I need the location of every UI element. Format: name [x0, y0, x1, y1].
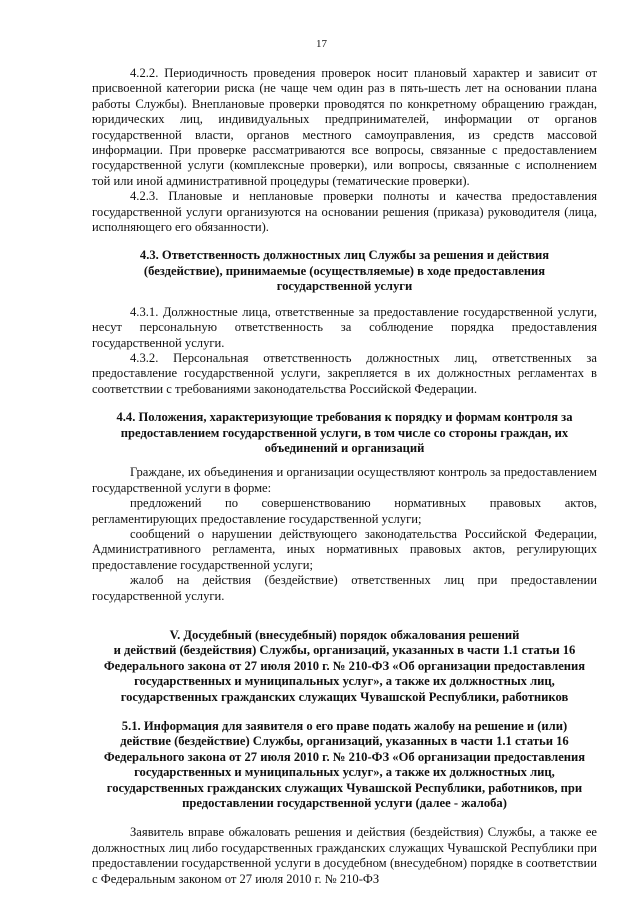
paragraph-4-3-2: 4.3.2. Персональная ответственность должностных лиц, ответственных за предоставление государственной услуги, закрепляется в их должностных регламентах в соответствии с требованиями законодательства Российской Федерации.: [92, 350, 597, 396]
heading-line: государственных гражданских служащих Чувашской Республики, работников, при: [106, 780, 583, 795]
heading-line: объединений и организаций: [264, 440, 425, 455]
heading-line: предоставлением государственной услуги, в том числе со стороны граждан, их: [120, 425, 569, 440]
heading-line: (бездействие), принимаемые (осуществляемые) в ходе предоставления: [143, 263, 546, 278]
paragraph-4-4-intro: Граждане, их объединения и организации осуществляют контроль за предоставлением государственной услуги в форме:: [92, 465, 597, 495]
paragraph-5-1: Заявитель вправе обжаловать решения и действия (бездействия) Службы, а также ее должностных лиц либо государственных гражданских служащих Чувашской Республики при предоставлении государственной услуги в досудебном (внесудебном) порядке в соответствии с Федеральным законом от 27 июля 2010 г. № 210-ФЗ: [92, 825, 597, 886]
heading-line: 5.1. Информация для заявителя о его праве подать жалобу на решение и (или): [121, 719, 568, 734]
paragraph-4-4-item-reports: сообщений о нарушении действующего законодательства Российской Федерации, Административного регламента, иных нормативных правовых актов, регулирующих предоставление государственной услуги;: [92, 526, 597, 572]
heading-line: Федерального закона от 27 июля 2010 г. № 210-ФЗ «Об организации предоставления: [103, 658, 586, 673]
page-number: 17: [316, 38, 327, 50]
heading-line: действие (бездействие) Службы, организаций, указанных в части 1.1 статьи 16: [120, 734, 569, 749]
paragraph-4-2-3: 4.2.3. Плановые и неплановые проверки полноты и качества предоставления государственной услуги организуются на основании решения (приказа) руководителя (лица, исполняющего его обязанности).: [92, 189, 597, 235]
paragraph-4-4-item-proposals: предложений по совершенствованию нормативных правовых актов, регламентирующих предоставление государственной услуги;: [92, 496, 597, 526]
heading-line: V. Досудебный (внесудебный) порядок обжалования решений: [169, 628, 520, 642]
section-heading-4-4: [92, 410, 597, 456]
heading-line: и действий (бездействия) Службы, организаций, указанных в части 1.1 статьи 16: [113, 643, 576, 658]
chapter-heading-v: [92, 628, 597, 705]
paragraph-4-3-1: 4.3.1. Должностные лица, ответственные за предоставление государственной услуги, несут персональную ответственность за соблюдение порядка предоставления государственной услуги.: [92, 304, 597, 350]
heading-line: 4.4. Положения, характеризующие требования к порядку и формам контроля за: [116, 410, 573, 425]
heading-line: 4.3. Ответственность должностных лиц Службы за решения и действия: [139, 248, 550, 263]
heading-line: государственных гражданских служащих Чувашской Республики, работников: [120, 689, 569, 704]
section-heading-5-1: [92, 719, 597, 811]
heading-line: Федерального закона от 27 июля 2010 г. № 210-ФЗ «Об организации предоставления: [103, 749, 586, 764]
heading-line: предоставлении государственной услуги (далее - жалоба): [182, 796, 507, 811]
heading-line: государственной услуги: [276, 279, 413, 294]
section-heading-4-3: [92, 248, 597, 294]
heading-line: государственных и муниципальных услуг», а также их должностных лиц,: [134, 765, 555, 780]
paragraph-4-2-2: 4.2.2. Периодичность проведения проверок носит плановый характер и зависит от присвоенной категории риска (не чаще чем один раз в пять-шесть лет на основании плана работы Службы). Внеплановые проверки проводятся по конкретному обращению граждан, юридических лиц, индивидуальных предпринимателей, информации от органов государственной власти, органов местного самоуправления, из средств массовой информации. При проверке рассматриваются все вопросы, связанные с предоставлением государственной услуги (комплексные проверки), или вопросы, связанные с исполнением той или иной административной процедуры (тематические проверки).: [92, 66, 597, 188]
heading-line: государственных и муниципальных услуг», а также их должностных лиц,: [134, 674, 555, 689]
paragraph-4-4-item-complaints: жалоб на действия (бездействие) ответственных лиц при предоставлении государственной услуги.: [92, 573, 597, 603]
